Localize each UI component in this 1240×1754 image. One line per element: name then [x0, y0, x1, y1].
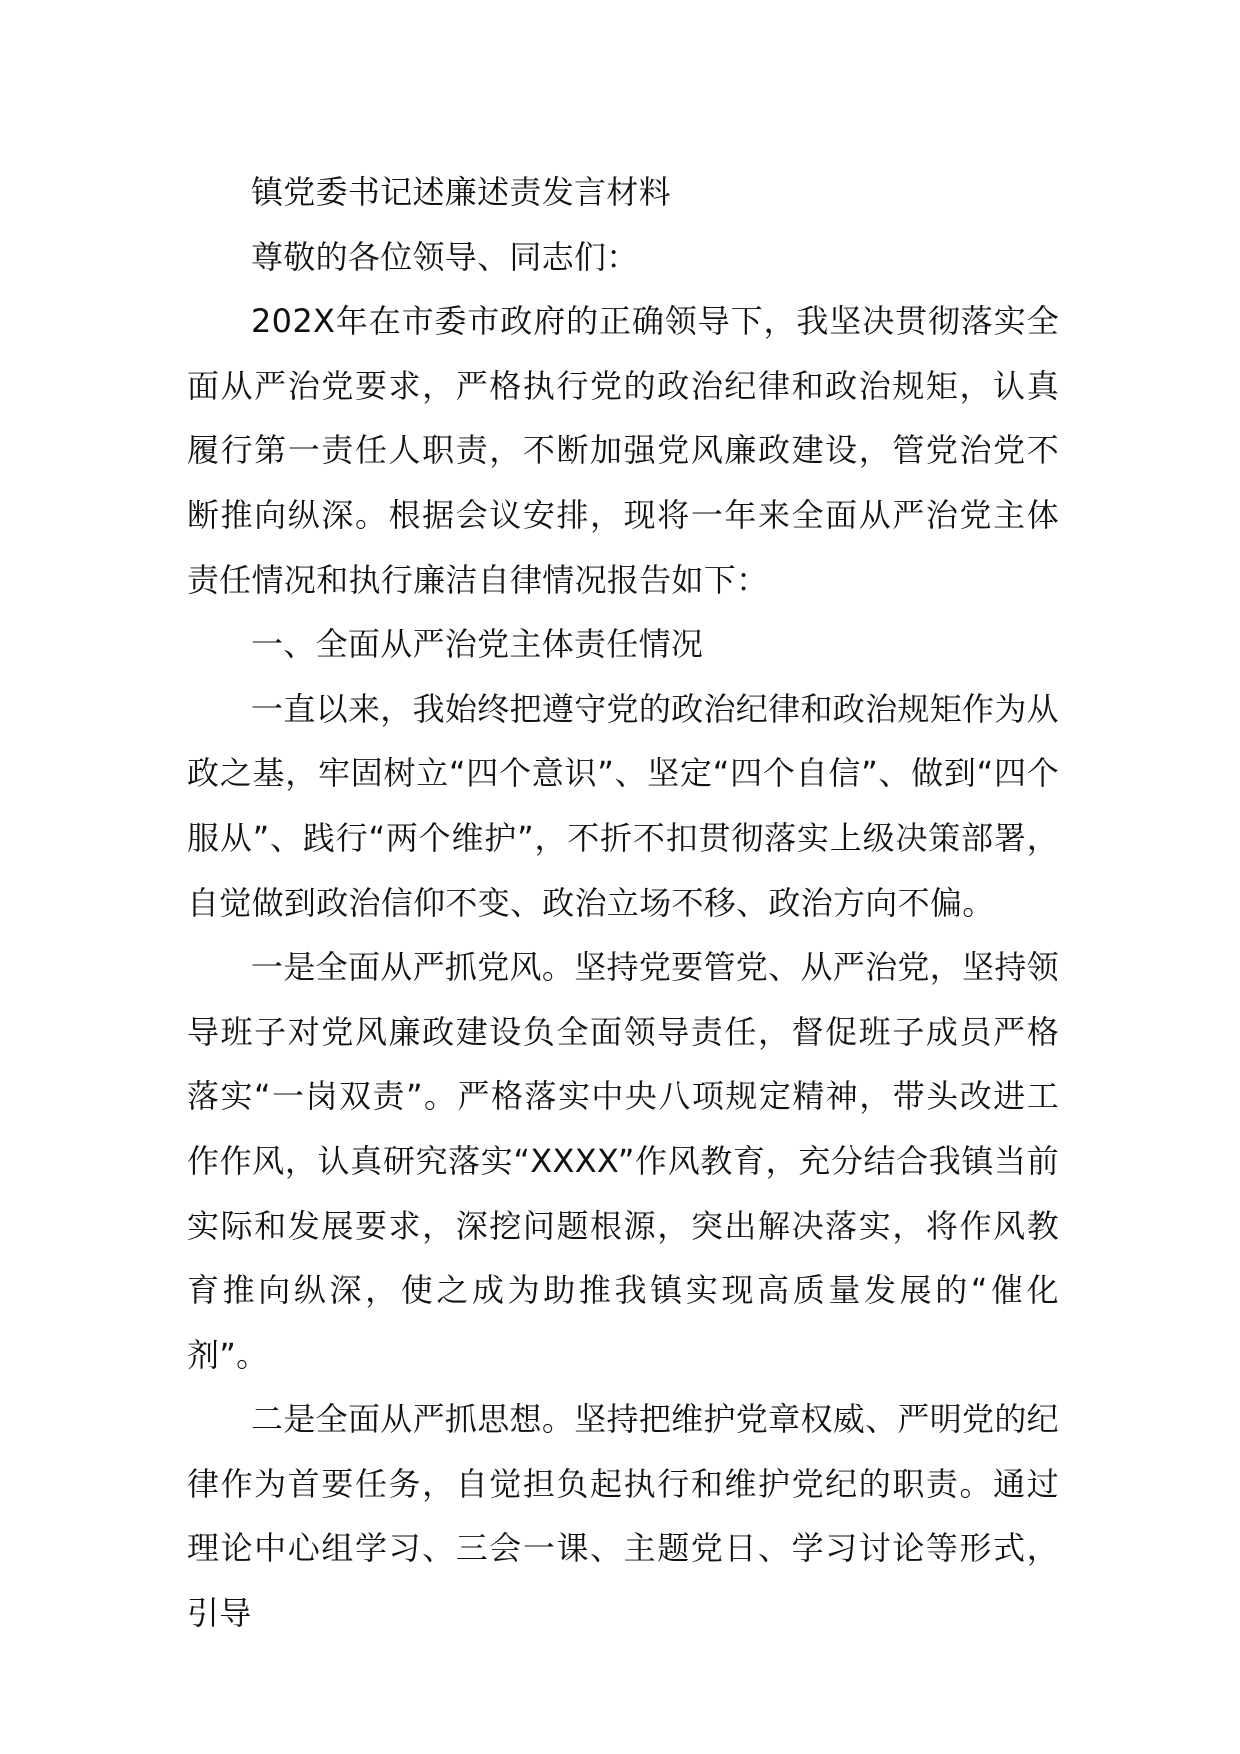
document-title: 镇党委书记述廉述责发言材料	[251, 173, 671, 211]
intro-paragraph: 202X年在市委市政府的正确领导下，我坚决贯彻落实全面从严治党要求，严格执行党的政治纪律和政治规矩，认真履行第一责任人职责，不断加强党风廉政建设，管党治党不断推向纵深。根据会议安排，现将一年来全面从严治党主体责任情况和执行廉洁自律情况报告如下：	[187, 302, 1059, 599]
body-paragraph: 二是全面从严抓思想。坚持把维护党章权威、严明党的纪律作为首要任务，自觉担负起执行和维护党纪的职责。通过理论中心组学习、三会一课、主题党日、学习讨论等形式，引导	[187, 1400, 1059, 1633]
body-paragraph: 一是全面从严抓党风。坚持党要管党、从严治党，坚持领导班子对党风廉政建设负全面领导责任，督促班子成员严格落实“一岗双责”。严格落实中央八项规定精神，带头改进工作作风，认真研究落实“XXXX”作风教育，充分结合我镇当前实际和发展要求，深挖问题根源，突出解决落实，将作风教育推向纵深，使之成为助推我镇实现高质量发展的“催化剂”。	[187, 948, 1059, 1374]
body-paragraph: 一直以来，我始终把遵守党的政治纪律和政治规矩作为从政之基，牢固树立“四个意识”、坚定“四个自信”、做到“四个服从”、践行“两个维护”，不折不扣贯彻落实上级决策部署，自觉做到政治信仰不变、政治立场不移、政治方向不偏。	[187, 689, 1059, 922]
salutation: 尊敬的各位领导、同志们：	[251, 237, 639, 276]
section-heading: 一、全面从严治党主体责任情况	[251, 625, 704, 664]
document-body	[187, 160, 1059, 1646]
